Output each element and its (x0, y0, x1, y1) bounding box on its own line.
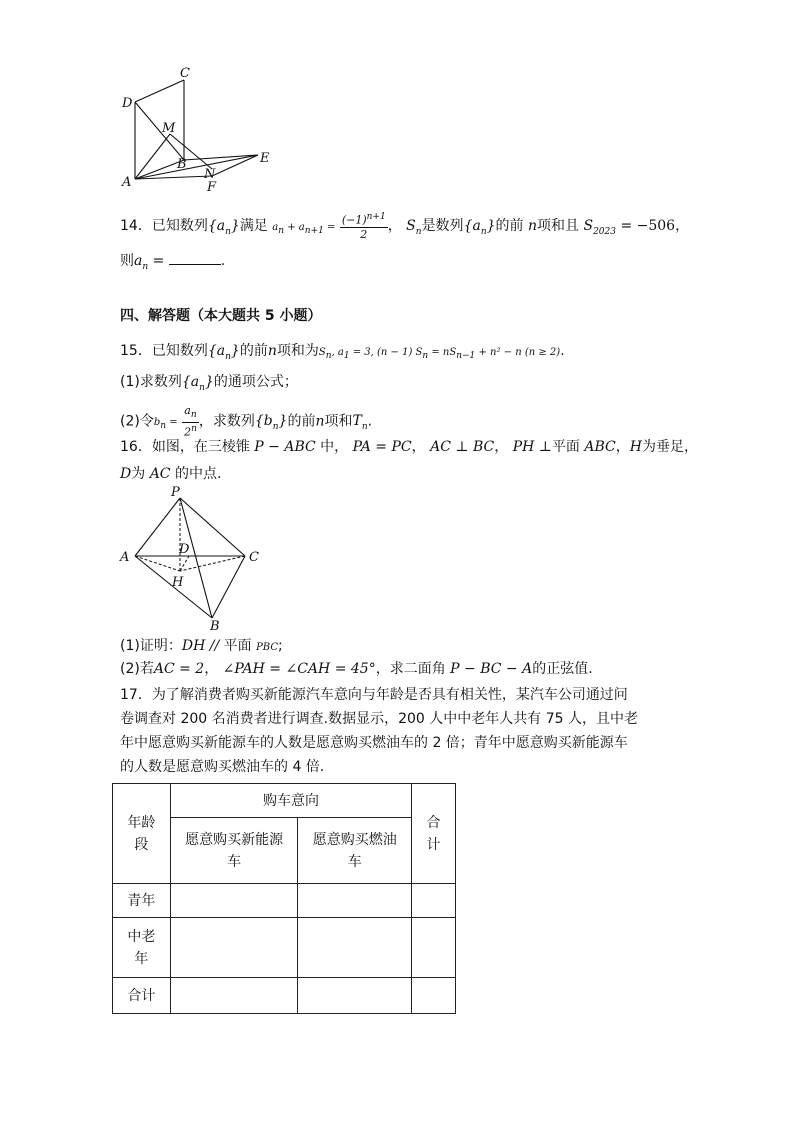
section-heading: 四、解答题（本大题共 5 小题） (120, 308, 322, 324)
header-fuel: 愿意购买燃油 车 (298, 818, 412, 884)
table-row (113, 978, 456, 1014)
label-m: M (162, 121, 176, 136)
row-label-middle-aged: 中老 年 (113, 918, 171, 978)
table-cell[interactable] (170, 918, 298, 978)
question-15-line-1: 15．已知数列$\{a_n\}$的前n项和为$S_n$, $a_1 = 3$, (n − 1) $S_n = nS_{n-1} + n^2 - n$ (n ≥ 2). (120, 343, 565, 362)
table-cell[interactable] (412, 978, 456, 1014)
label-a: A (122, 175, 132, 190)
question-16-line-2: D为 AC 的中点. (120, 466, 222, 482)
table-row (113, 884, 456, 918)
table-row (113, 918, 456, 978)
label-c: C (249, 550, 259, 565)
label-p: P (171, 485, 180, 500)
label-b: B (177, 157, 187, 172)
label-b: B (210, 619, 220, 633)
question-14-line-2: 则$a_n$ = . (120, 250, 225, 277)
row-label-youth: 青年 (113, 884, 171, 918)
header-total: 合 计 (412, 784, 456, 884)
table-cell[interactable] (412, 918, 456, 978)
header-purchase-intent: 购车意向 (170, 784, 411, 818)
label-f: F (207, 180, 217, 195)
question-16-part-1: (1)证明：DH // 平面 PBC; (120, 638, 283, 654)
question-16-part-2: (2)若AC = 2， ∠PAH = ∠CAH = 45°，求二面角 P − BC − A的正弦值. (120, 661, 593, 677)
label-a: A (120, 550, 130, 565)
label-n: N (204, 167, 216, 182)
question-16-line-1: 16．如图，在三棱锥 P − ABC 中， PA = PC， AC ⊥ BC， PH ⊥平面 ABC，H为垂足， (120, 439, 698, 455)
geometry-figure-2 (115, 483, 275, 633)
label-e: E (260, 151, 270, 166)
answer-blank[interactable] (169, 250, 221, 265)
question-15-part-2: (2)令$b_n$ = $\frac{a_n}{2^n}$ ，求数列$\{b_n\}$的前n项和$T_n$. (120, 404, 373, 439)
question-14-line-1: 14．已知数列$\{a_n\}$满足 $a_n + a_{n+1}$ = $\frac{(-1)^{n+1}}{2}$ ， $S_n$是数列$\{a_n\}$的前 n项和且 $S_{2023} = -506$， (120, 212, 690, 241)
table-cell[interactable] (298, 918, 412, 978)
table-cell[interactable] (298, 884, 412, 918)
label-h: H (172, 575, 184, 590)
question-15-part-1: (1)求数列$\{a_n\}$的通项公式； (120, 374, 298, 393)
table-cell[interactable] (298, 978, 412, 1014)
question-17-line-2: 卷调查对 200 名消费者进行调查.数据显示，200 人中中老年人共有 75 人，且中老 (120, 711, 638, 727)
header-age-group: 年龄 段 (113, 784, 171, 884)
survey-table (112, 783, 456, 1014)
table-cell[interactable] (412, 884, 456, 918)
geometry-figure-1 (110, 62, 285, 197)
header-new-energy: 愿意购买新能源 车 (170, 818, 298, 884)
question-17-line-3: 年中愿意购买新能源车的人数是愿意购买燃油车的 2 倍；青年中愿意购买新能源车 (120, 735, 628, 751)
label-c: C (180, 66, 190, 81)
question-17-line-4: 的人数是愿意购买燃油车的 4 倍. (120, 759, 325, 775)
table-cell[interactable] (170, 884, 298, 918)
question-17-line-1: 17．为了解消费者购买新能源汽车意向与年龄是否具有相关性，某汽车公司通过问 (120, 687, 628, 703)
row-label-total: 合计 (113, 978, 171, 1014)
table-cell[interactable] (170, 978, 298, 1014)
label-d: D (122, 96, 133, 111)
label-d: D (179, 542, 190, 557)
